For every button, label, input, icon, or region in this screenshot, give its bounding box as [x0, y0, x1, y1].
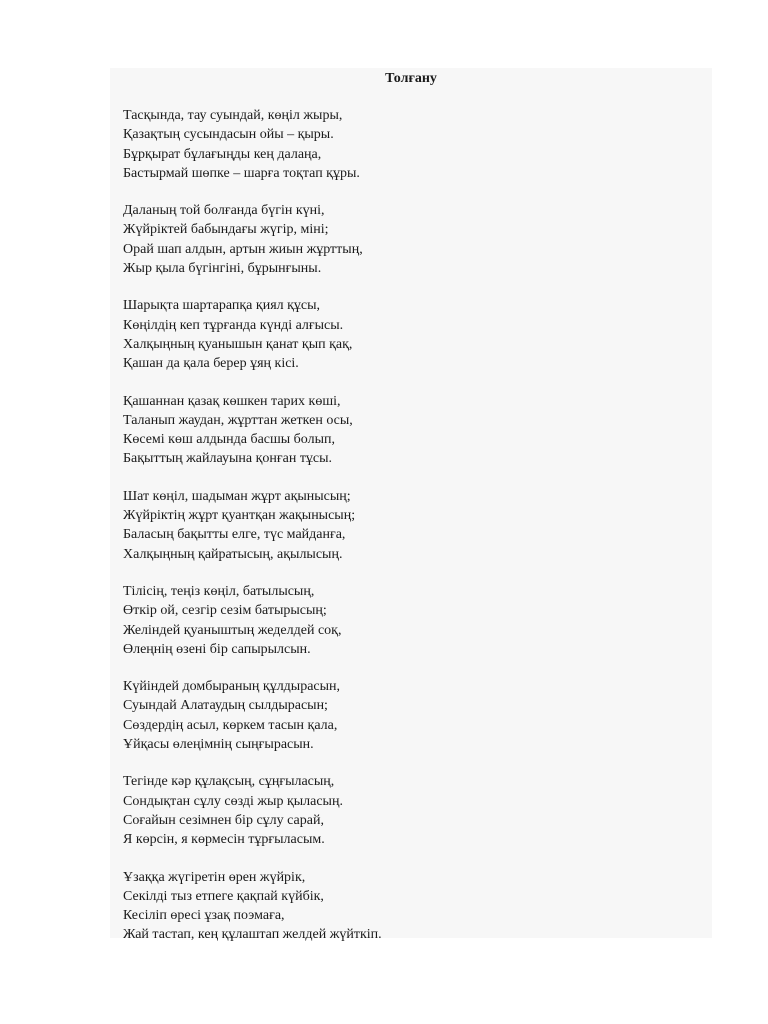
poem-line: Я көрсін, я көрмесін тұрғыласым.: [123, 832, 325, 848]
poem-line: Халқыңның қайратысың, ақылысың.: [123, 546, 343, 562]
poem-line: Тегінде кәр құлақсың, сұңғыласың,: [123, 774, 335, 790]
poem-line: Желіндей қуаныштың жеделдей соқ,: [123, 622, 342, 638]
poem-line: Суындай Алатаудың сылдырасын;: [123, 698, 328, 714]
poem-line: Баласың бақытты елге, түс майданға,: [123, 527, 346, 543]
poem-line: Секілді тыз етпеге қақпай күйбік,: [123, 888, 324, 904]
stanza: [123, 296, 703, 373]
poem-line: Көсемі көш алдында басшы болып,: [123, 432, 336, 448]
poem-line: Жүйріктің жұрт қуантқан жақынысың;: [123, 508, 356, 524]
stanza: [123, 201, 703, 278]
poem-line: Бастырмай шөпке – шарға тоқтап құры.: [123, 165, 360, 181]
poem-line: Қазақтың сусындасын ойы – қыры.: [123, 127, 334, 143]
poem-line: Өлеңнің өзені бір сапырылсын.: [123, 641, 311, 657]
poem-line: Жай тастап, кең құлаштап желдей жүйткіп.: [123, 927, 382, 943]
stanza: [123, 392, 703, 469]
poem-line: Шат көңіл, шадыман жұрт ақынысың;: [123, 488, 351, 504]
stanza: [123, 677, 703, 754]
poem-line: Халқыңның қуанышын қанат қып қақ,: [123, 336, 353, 352]
poem-line: Күйіндей домбыраның құлдырасын,: [123, 679, 341, 695]
poem-line: Көңілдің кеп тұрғанда күнді алғысы.: [123, 317, 344, 333]
poem-line: Қашан да қала берер ұяң кісі.: [123, 356, 299, 372]
stanza: [123, 106, 703, 183]
stanza: [123, 582, 703, 659]
poem-line: Кесіліп өресі ұзақ поэмаға,: [123, 908, 285, 924]
stanza: [123, 868, 703, 945]
poem-line: Ұйқасы өлеңімнің сыңғырасын.: [123, 737, 314, 753]
poem-line: Қашаннан қазақ көшкен тарих көші,: [123, 393, 341, 409]
poem-line: Тасқында, тау суындай, көңіл жыры,: [123, 108, 343, 123]
poem-line: Сөздердің асыл, көркем тасын қала,: [123, 717, 338, 733]
poem-line: Жыр қыла бүгінгіні, бұрынғыны.: [123, 261, 322, 277]
poem-line: Жүйріктей бабындағы жүгір, міні;: [123, 222, 329, 238]
poem-line: Бұрқырат бұлағыңды кең далаңа,: [123, 146, 322, 162]
poem-title: Толғану: [385, 71, 437, 86]
poem-line: Сондықтан сұлу сөзді жыр қыласың.: [123, 793, 343, 809]
poem-line: Бақыттың жайлауына қонған тұсы.: [123, 451, 333, 467]
poem-line: Соғайын сезімнен бір сұлу сарай,: [123, 812, 324, 828]
poem-body: [123, 106, 703, 963]
stanza: [123, 487, 703, 564]
poem-line: Орай шап алдын, артын жиын жұрттың,: [123, 241, 363, 257]
poem-line: Таланып жаудан, жұрттан жеткен осы,: [123, 412, 353, 428]
poem-line: Шарықта шартарапқа қиял құсы,: [123, 298, 321, 314]
poem-line: Тілісің, теңіз көңіл, батылысың,: [123, 583, 315, 599]
poem-line: Өткір ой, сезгір сезім батырысың;: [123, 603, 327, 619]
poem-line: Ұзаққа жүгіретін өрен жүйрік,: [123, 869, 306, 885]
stanza: [123, 772, 703, 849]
poem-line: Даланың той болғанда бүгін күні,: [123, 203, 325, 219]
document-page: [110, 68, 712, 943]
